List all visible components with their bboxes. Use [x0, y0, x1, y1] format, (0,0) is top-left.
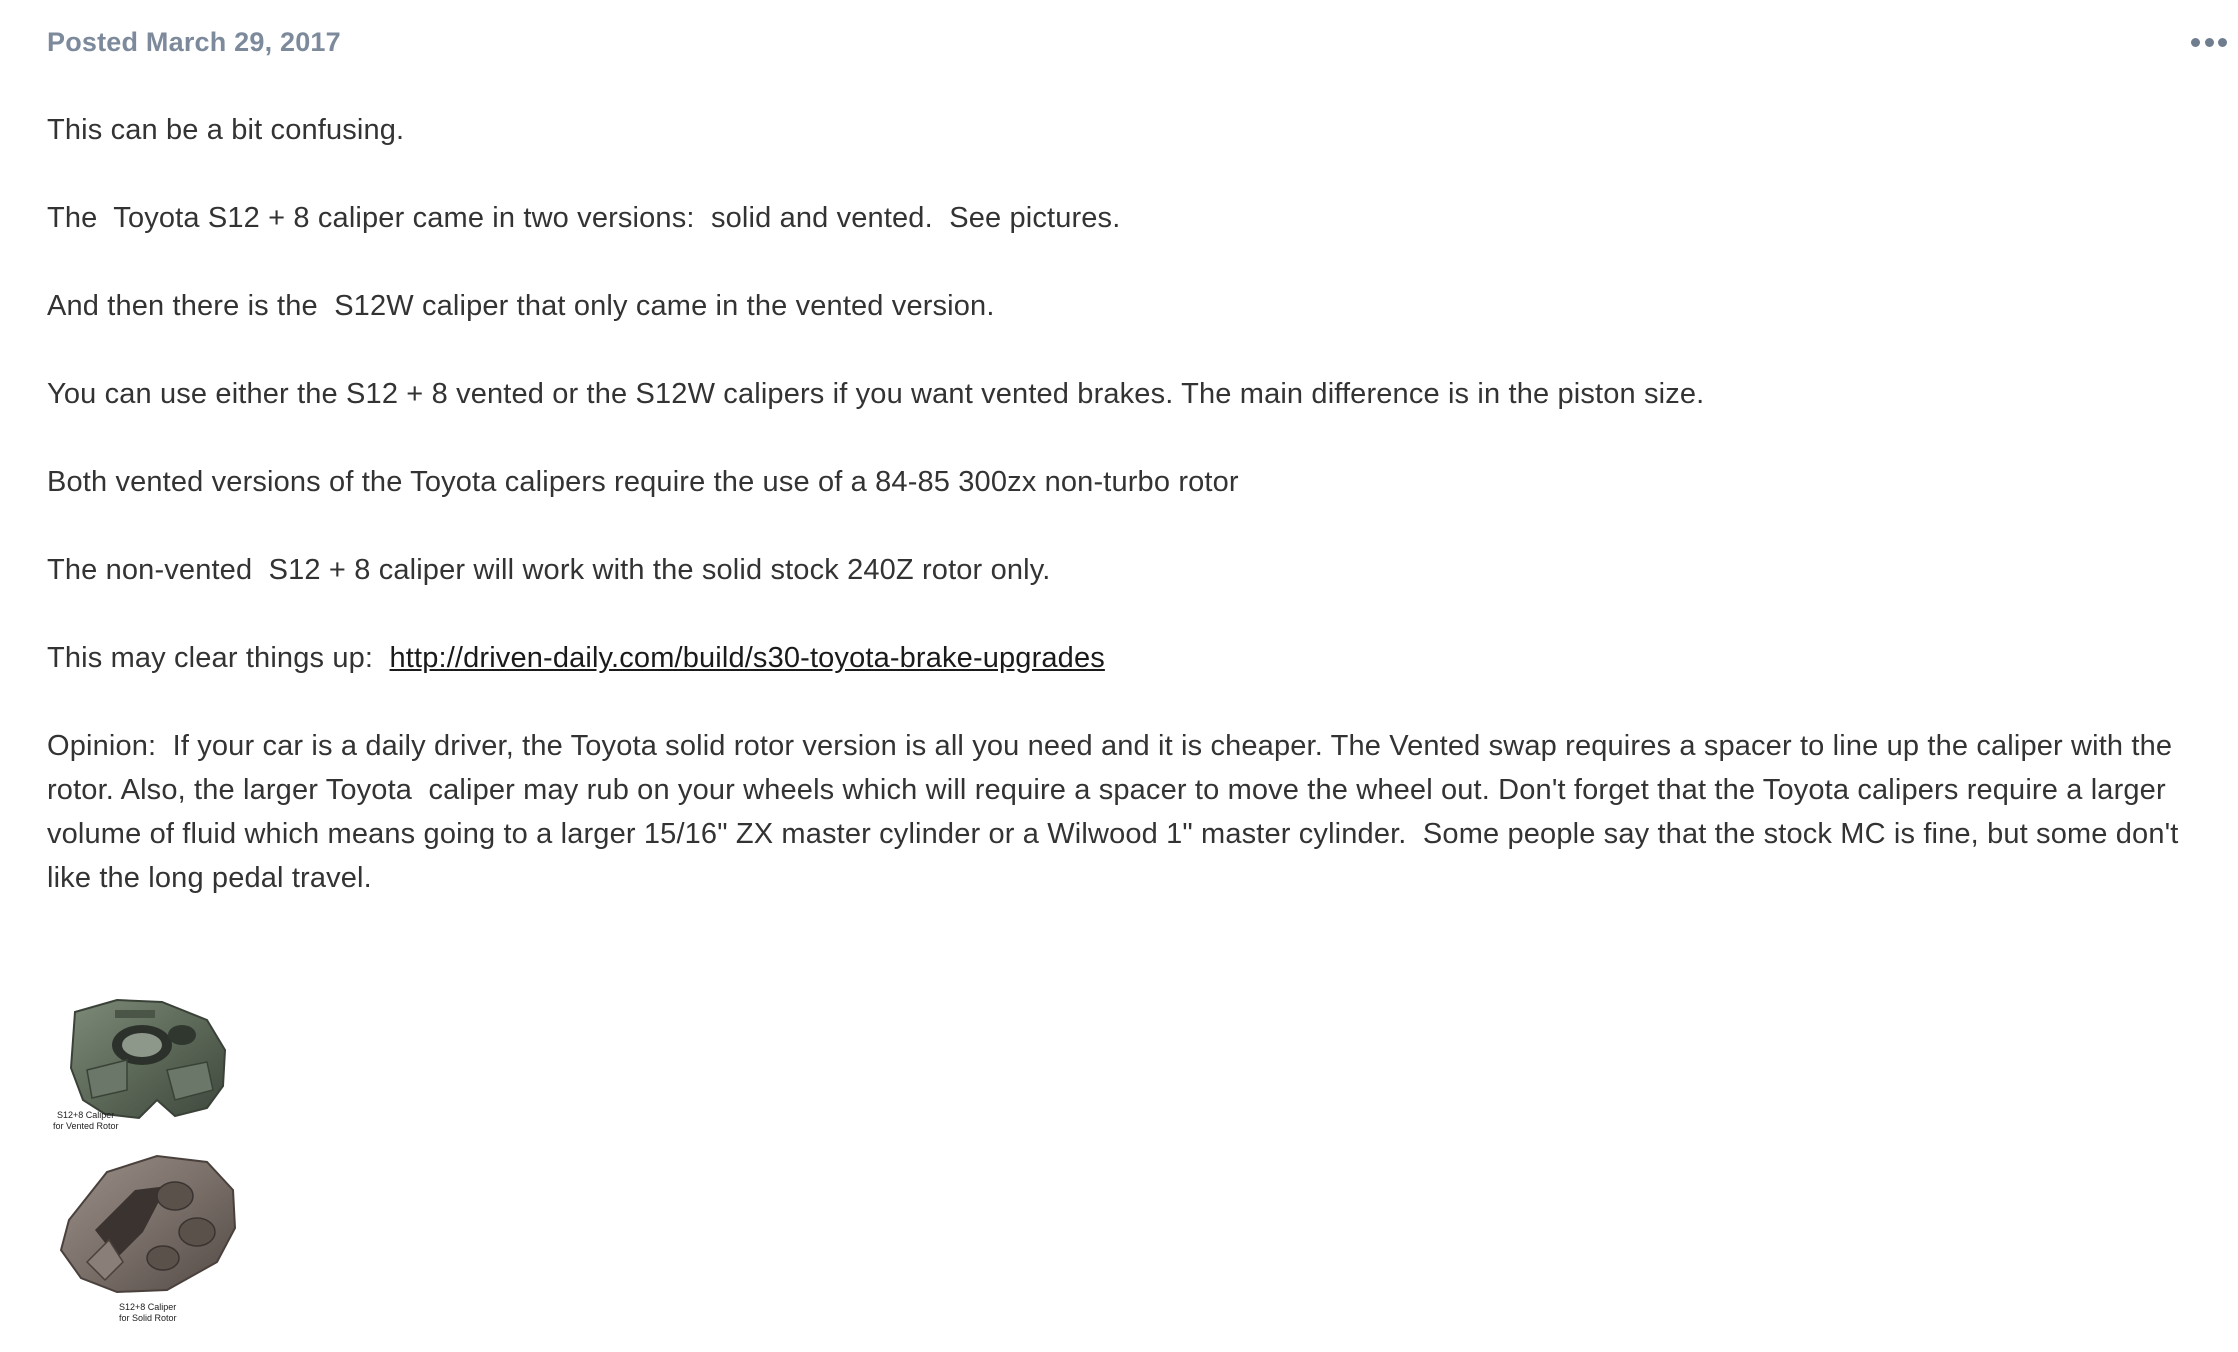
- article-link[interactable]: http://driven-daily.com/build/s30-toyota-brake-upgrades: [389, 642, 1105, 674]
- vented-caption-line2: for Vented Rotor: [53, 1121, 119, 1131]
- ellipsis-icon[interactable]: [2191, 34, 2227, 50]
- solid-caption-line2: for Solid Rotor: [119, 1313, 177, 1323]
- forum-post: [47, 0, 2227, 1352]
- paragraph-opinion: Opinion: If your car is a daily driver, the Toyota solid rotor version is all you need and it is cheaper. The Vented swap requires a spacer to line up the caliper with the rotor. Also, the larger Toyota caliper may rub on your wheels which will require a spacer to move the wheel out. Don't forget that the Toyota calipers require a larger volume of fluid which means going to a larger 15/16" ZX master cylinder or a Wilwood 1" master cylinder. Some people say that the stock MC is fine, but some don't like the long pedal travel.: [47, 730, 2195, 894]
- paragraph-s12w: And then there is the S12W caliper that only came in the vented version.: [47, 290, 995, 322]
- paragraph-difference: You can use either the S12 + 8 vented or the S12W calipers if you want vented brakes. The main difference is in the piston size.: [47, 378, 1705, 410]
- vented-caliper-image[interactable]: [47, 990, 247, 1135]
- dot: [2205, 38, 2214, 47]
- paragraph-vented-rotor: Both vented versions of the Toyota calipers require the use of a 84-85 300zx non-turbo rotor: [47, 466, 1239, 498]
- solid-caption-line1: S12+8 Caliper: [119, 1302, 177, 1312]
- dot: [2218, 38, 2227, 47]
- post-content: [47, 108, 2227, 944]
- link-prefix: This may clear things up:: [47, 642, 390, 674]
- post-header: [47, 22, 2227, 62]
- post-date[interactable]: Posted March 29, 2017: [47, 27, 341, 57]
- paragraph-solid-rotor: The non-vented S12 + 8 caliper will work with the solid stock 240Z rotor only.: [47, 554, 1051, 586]
- vented-caption-line1: S12+8 Caliper: [57, 1110, 115, 1120]
- solid-caliper-image[interactable]: [47, 1150, 247, 1325]
- dot: [2191, 38, 2200, 47]
- vented-caliper-picture: [47, 990, 247, 1135]
- solid-caliper-picture: [47, 1150, 247, 1325]
- paragraph-versions: The Toyota S12 + 8 caliper came in two versions: solid and vented. See pictures.: [47, 202, 1121, 234]
- paragraph-intro: This can be a bit confusing.: [47, 114, 405, 146]
- paragraph-link: [47, 636, 2227, 680]
